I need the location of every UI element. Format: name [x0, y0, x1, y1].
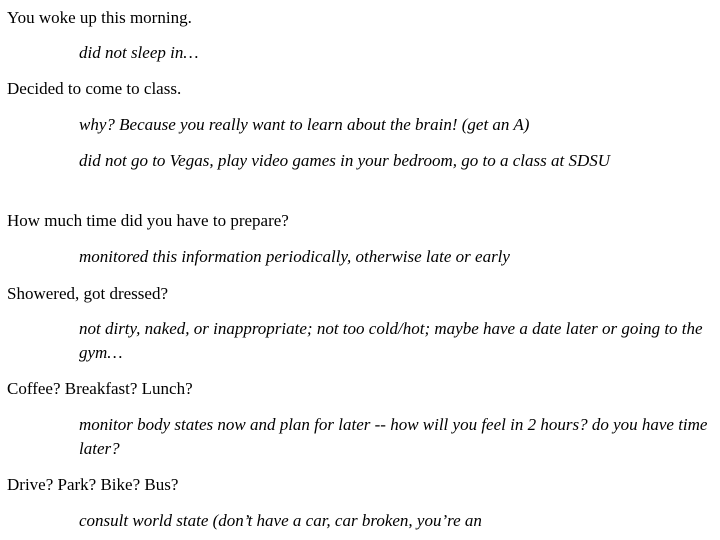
note-did-not-sleep-in: did not sleep in…: [79, 43, 199, 62]
prompt-woke-up: You woke up this morning.: [7, 8, 192, 27]
prompt-time-to-prepare: How much time did you have to prepare?: [7, 211, 289, 230]
note-consult-world-state: consult world state (don’t have a car, car broken, you’re an: [79, 511, 482, 530]
prompt-showered-dressed: Showered, got dressed?: [7, 284, 168, 303]
prompt-come-to-class: Decided to come to class.: [7, 79, 182, 98]
note-dress-considerations: not dirty, naked, or inappropriate; not too cold/hot; maybe have a date later or going to the gym…: [79, 319, 703, 362]
prompt-coffee-breakfast-lunch: Coffee? Breakfast? Lunch?: [7, 379, 193, 398]
note-monitored-time: monitored this information periodically, otherwise late or early: [79, 247, 510, 266]
note-monitor-body-states: monitor body states now and plan for later -- how will you feel in 2 hours? do you have time later?: [79, 415, 708, 458]
prompt-transportation: Drive? Park? Bike? Bus?: [7, 475, 179, 494]
note-alternatives-to-class: did not go to Vegas, play video games in your bedroom, go to a class at SDSU: [79, 151, 611, 170]
note-why-come-to-class: why? Because you really want to learn about the brain! (get an A): [79, 115, 530, 134]
